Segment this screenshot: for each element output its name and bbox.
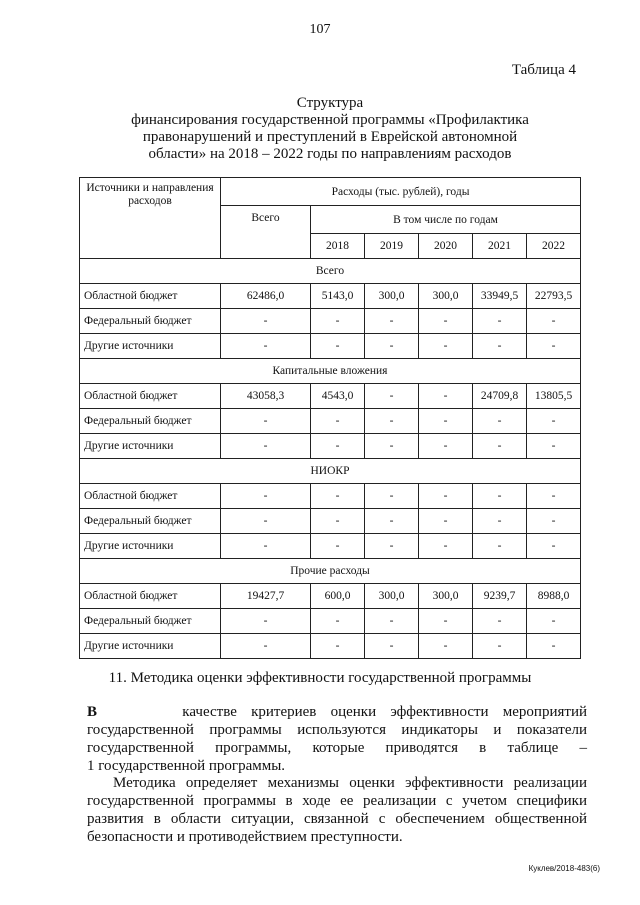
table-row (80, 584, 581, 609)
value-cell: - (527, 509, 581, 534)
value-cell: 22793,5 (527, 284, 581, 309)
source-cell: Другие источники (80, 634, 221, 659)
value-cell: - (419, 434, 473, 459)
document-code: Куклев/2018-483(6) (528, 864, 600, 873)
value-cell: 19427,7 (221, 584, 311, 609)
value-cell: - (419, 634, 473, 659)
source-cell: Областной бюджет (80, 284, 221, 309)
value-cell: - (311, 634, 365, 659)
value-cell: 300,0 (419, 284, 473, 309)
header-year: 2020 (419, 234, 473, 259)
value-cell: - (419, 609, 473, 634)
value-cell: - (473, 484, 527, 509)
value-cell: - (473, 609, 527, 634)
value-cell: - (473, 509, 527, 534)
paragraph-line: 1 государственной программы. (87, 758, 286, 774)
source-cell: Федеральный бюджет (80, 609, 221, 634)
paragraph-line: государственной программы используются индикаторы и показатели (87, 722, 587, 738)
source-cell: Другие источники (80, 334, 221, 359)
value-cell: - (527, 609, 581, 634)
title-line: правонарушений и преступлений в Еврейской автономной (142, 129, 518, 145)
source-cell: Областной бюджет (80, 584, 221, 609)
value-cell: - (419, 409, 473, 434)
value-cell: - (365, 609, 419, 634)
value-cell: - (527, 434, 581, 459)
source-cell: Федеральный бюджет (80, 309, 221, 334)
value-cell: - (311, 409, 365, 434)
table-row (80, 534, 581, 559)
header-year: 2022 (527, 234, 581, 259)
value-cell: - (221, 534, 311, 559)
table-row (80, 609, 581, 634)
line-text: качестве критериев оценки эффективности мероприятий (182, 704, 587, 720)
value-cell: - (527, 634, 581, 659)
value-cell: - (473, 309, 527, 334)
header-year: 2018 (311, 234, 365, 259)
source-cell: Другие источники (80, 534, 221, 559)
table-row (80, 409, 581, 434)
value-cell: - (221, 434, 311, 459)
value-cell: - (473, 434, 527, 459)
table-row (80, 284, 581, 309)
table-row (80, 334, 581, 359)
table-row (80, 384, 581, 409)
value-cell: 300,0 (365, 284, 419, 309)
value-cell: - (365, 509, 419, 534)
value-cell: - (365, 409, 419, 434)
value-cell: - (419, 384, 473, 409)
value-cell: - (311, 534, 365, 559)
paragraph-methodology: Методика определяет механизмы оценки эффективности реализации государственной программы в ходе ее реализации с учетом специфики развития в области ситуации, связанной с обеспечением общественной безопасности и противодействием преступности. (87, 775, 587, 845)
source-cell: Областной бюджет (80, 484, 221, 509)
value-cell: - (527, 334, 581, 359)
value-cell: 9239,7 (473, 584, 527, 609)
section-title: Капитальные вложения (80, 359, 581, 384)
value-cell: 300,0 (365, 584, 419, 609)
section-heading: 11. Методика оценки эффективности государственной программы (108, 670, 532, 686)
value-cell: - (365, 484, 419, 509)
value-cell: - (365, 434, 419, 459)
value-cell: - (473, 409, 527, 434)
value-cell: - (365, 534, 419, 559)
table-label: Таблица 4 (511, 62, 576, 78)
paragraph-criteria (87, 703, 587, 775)
value-cell: 600,0 (311, 584, 365, 609)
value-cell: 300,0 (419, 584, 473, 609)
value-cell: - (365, 334, 419, 359)
header-total: Всего (221, 206, 311, 259)
paragraph-line (87, 703, 587, 721)
value-cell: - (419, 309, 473, 334)
section-title: НИОКР (80, 459, 581, 484)
value-cell: 33949,5 (473, 284, 527, 309)
value-cell: - (473, 634, 527, 659)
value-cell: 4543,0 (311, 384, 365, 409)
header-by-years: В том числе по годам (311, 206, 581, 234)
value-cell: 13805,5 (527, 384, 581, 409)
source-cell: Областной бюджет (80, 384, 221, 409)
title-line: области» на 2018 – 2022 годы по направлениям расходов (148, 146, 512, 162)
value-cell: - (221, 609, 311, 634)
source-cell: Федеральный бюджет (80, 509, 221, 534)
value-cell: - (221, 309, 311, 334)
value-cell: - (221, 484, 311, 509)
title-line: Структура (296, 95, 364, 111)
value-cell: 5143,0 (311, 284, 365, 309)
value-cell: - (419, 484, 473, 509)
value-cell: - (419, 509, 473, 534)
value-cell: - (419, 334, 473, 359)
financing-table (79, 177, 581, 659)
value-cell: - (311, 334, 365, 359)
source-cell: Другие источники (80, 434, 221, 459)
header-year: 2021 (473, 234, 527, 259)
value-cell: - (527, 409, 581, 434)
table-row (80, 434, 581, 459)
table-row (80, 309, 581, 334)
table-row (80, 484, 581, 509)
value-cell: - (311, 509, 365, 534)
value-cell: - (221, 334, 311, 359)
value-cell: - (365, 634, 419, 659)
section-title: Всего (80, 259, 581, 284)
value-cell: - (473, 334, 527, 359)
value-cell: - (527, 309, 581, 334)
value-cell: - (527, 484, 581, 509)
value-cell: 24709,8 (473, 384, 527, 409)
table-row (80, 634, 581, 659)
value-cell: - (311, 609, 365, 634)
source-cell: Федеральный бюджет (80, 409, 221, 434)
value-cell: - (365, 309, 419, 334)
value-cell: - (365, 384, 419, 409)
value-cell: 62486,0 (221, 284, 311, 309)
value-cell: - (419, 534, 473, 559)
header-year: 2019 (365, 234, 419, 259)
value-cell: - (311, 309, 365, 334)
value-cell: - (311, 434, 365, 459)
header-source: Источники и направления расходов (80, 178, 221, 259)
first-word: В (87, 704, 98, 720)
title-line: финансирования государственной программы «Профилактика (131, 112, 529, 128)
value-cell: - (311, 484, 365, 509)
table-row (80, 509, 581, 534)
table-title (70, 95, 590, 163)
value-cell: - (221, 509, 311, 534)
value-cell: 43058,3 (221, 384, 311, 409)
paragraph-line: государственной программы, которые приводятся в таблице – (87, 740, 587, 756)
value-cell: - (221, 634, 311, 659)
header-expenses: Расходы (тыс. рублей), годы (221, 178, 581, 206)
section-title: Прочие расходы (80, 559, 581, 584)
value-cell: - (473, 534, 527, 559)
value-cell: - (221, 409, 311, 434)
value-cell: 8988,0 (527, 584, 581, 609)
page-number: 107 (309, 22, 331, 37)
value-cell: - (527, 534, 581, 559)
